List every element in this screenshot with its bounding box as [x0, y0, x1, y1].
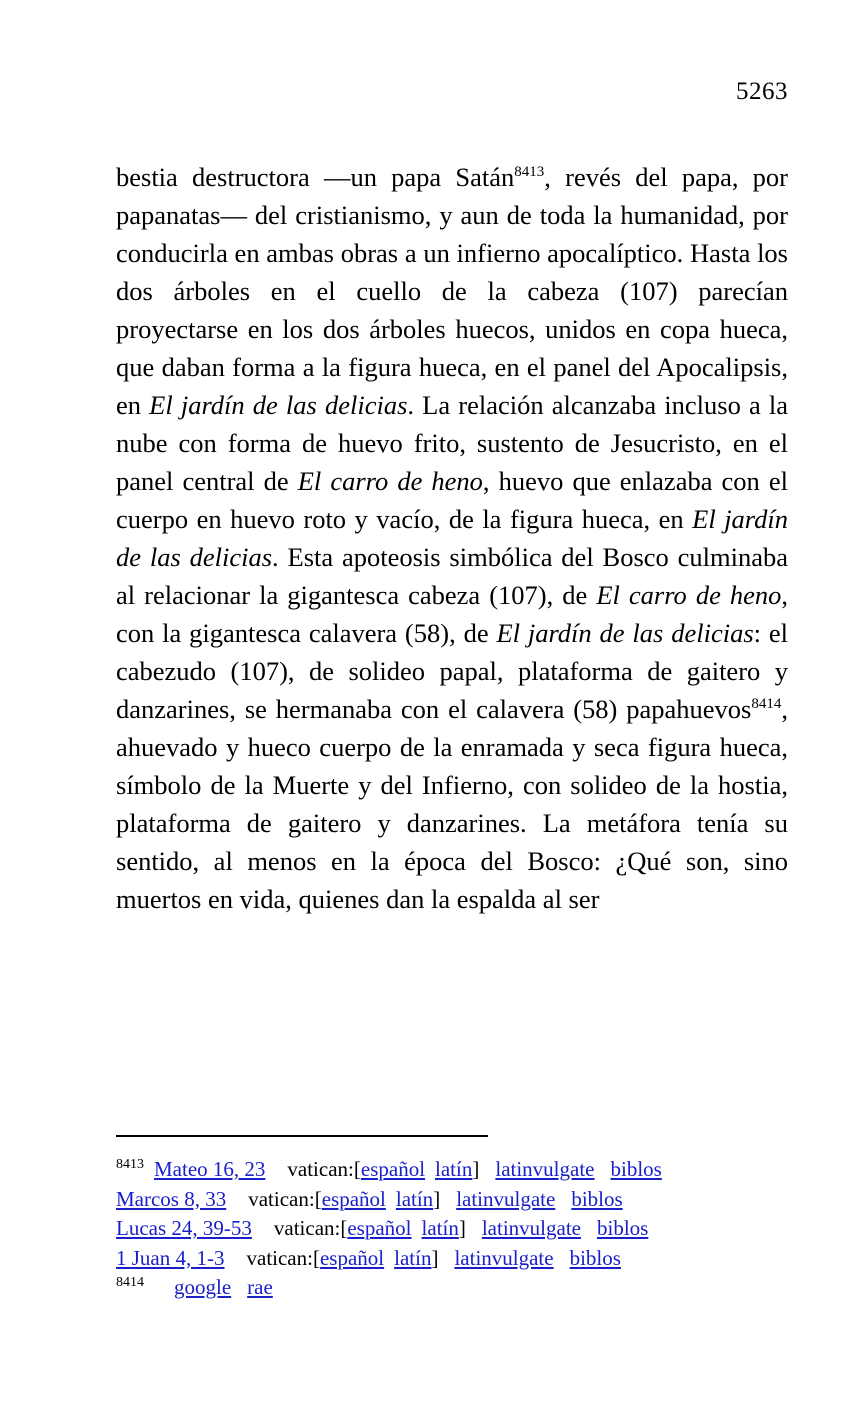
- italic-title: El jardín de las delicias: [149, 390, 408, 420]
- footnote-text: ]: [431, 1245, 439, 1270]
- footnote-link[interactable]: biblos: [569, 1245, 621, 1270]
- footnote-link[interactable]: google: [174, 1275, 232, 1299]
- footnote-line: [116, 1244, 816, 1274]
- text-run: bestia destructora —un papa Satán: [116, 162, 515, 192]
- footnote-link[interactable]: latín: [394, 1245, 432, 1270]
- page-number: 5263: [736, 78, 788, 105]
- footnote-link[interactable]: español: [360, 1157, 426, 1181]
- footnote-link[interactable]: latín: [395, 1186, 434, 1211]
- footnote-line: [116, 1155, 816, 1185]
- footnote-text: vatican:[: [248, 1186, 322, 1211]
- footnote-text: ]: [472, 1157, 480, 1181]
- footnote-link[interactable]: 1 Juan 4, 1-3: [116, 1245, 225, 1270]
- footnote-link[interactable]: Mateo 16, 23: [154, 1157, 266, 1181]
- footnote-text: vatican:[: [246, 1245, 320, 1270]
- footnotes-section: [116, 1155, 816, 1303]
- text-run: , con la gigantesca calavera (58), de: [116, 580, 788, 648]
- text-run: . Esta apoteosis simbólica del Bosco culminaba al relacionar la gigantesca cabeza (107), de: [116, 542, 788, 610]
- footnote-link[interactable]: latín: [421, 1216, 459, 1240]
- footnote-marker: 8413: [116, 1157, 144, 1172]
- footnote-link[interactable]: latín: [435, 1157, 473, 1181]
- footnote-text: ]: [458, 1216, 466, 1240]
- italic-title: El jardín de las delicias: [496, 618, 754, 648]
- footnote-line: [116, 1185, 816, 1215]
- footnote-separator-rule: [116, 1135, 488, 1137]
- text-run: , huevo que enlazaba con el cuerpo en huevo roto y vacío, de la figura hueca, en: [116, 466, 788, 534]
- footnote-text: ]: [433, 1186, 441, 1211]
- italic-title: El carro de heno: [297, 466, 483, 496]
- footnote-reference[interactable]: 8414: [751, 696, 782, 713]
- footnote-link[interactable]: biblos: [571, 1186, 623, 1211]
- footnote-link[interactable]: latinvulgate: [454, 1245, 554, 1270]
- italic-title: El carro de heno: [596, 580, 782, 610]
- footnote-link[interactable]: rae: [247, 1275, 273, 1299]
- footnote-text: vatican:[: [273, 1216, 348, 1240]
- footnote-marker: 8414: [116, 1275, 144, 1290]
- footnote-line: [116, 1214, 816, 1244]
- footnote-line: [116, 1273, 816, 1303]
- footnote-link[interactable]: español: [319, 1245, 385, 1270]
- main-paragraph: [116, 158, 788, 918]
- footnote-text: vatican:[: [287, 1157, 361, 1181]
- body-text-block: [116, 158, 788, 918]
- footnote-link[interactable]: biblos: [610, 1157, 662, 1181]
- footnote-link[interactable]: Lucas 24, 39-53: [116, 1216, 252, 1240]
- footnote-link[interactable]: Marcos 8, 33: [116, 1186, 227, 1211]
- footnote-link[interactable]: latinvulgate: [481, 1216, 581, 1240]
- footnote-link[interactable]: español: [347, 1216, 412, 1240]
- text-run: : el cabezudo (107), de solideo papal, plataforma de gaitero y danzarines, se hermanaba con el calavera (58) papahuevos: [116, 618, 788, 724]
- footnote-link[interactable]: latinvulgate: [495, 1157, 595, 1181]
- italic-title: El jardín de las delicias: [116, 504, 788, 572]
- text-run: , ahuevado y hueco cuerpo de la enramada y seca figura hueca, símbolo de la Muerte y del Infierno, con solideo de la hostia, plataforma de gaitero y danzarines. La metáfora tenía su sentido, al menos en la época del Bosco: ¿Qué son, sino muertos en vida, quienes dan la espalda al ser: [116, 694, 788, 914]
- footnote-reference[interactable]: 8413: [514, 164, 545, 181]
- footnote-link[interactable]: biblos: [596, 1216, 649, 1240]
- footnote-link[interactable]: latinvulgate: [456, 1186, 556, 1211]
- text-run: . La relación alcanzaba incluso a la nube con forma de huevo frito, sustento de Jesucristo, en el panel central de: [116, 390, 789, 496]
- footnote-link[interactable]: español: [321, 1186, 386, 1211]
- text-run: , revés del papa, por papanatas— del cristianismo, y aun de toda la humanidad, por conducirla en ambas obras a un infierno apocalíptico. Hasta los dos árboles en el cuello de la cabeza (107) parecían proyectarse en los dos árboles huecos, unidos en copa hueca, que daban forma a la figura hueca, en el panel del Apocalipsis, en: [116, 162, 789, 420]
